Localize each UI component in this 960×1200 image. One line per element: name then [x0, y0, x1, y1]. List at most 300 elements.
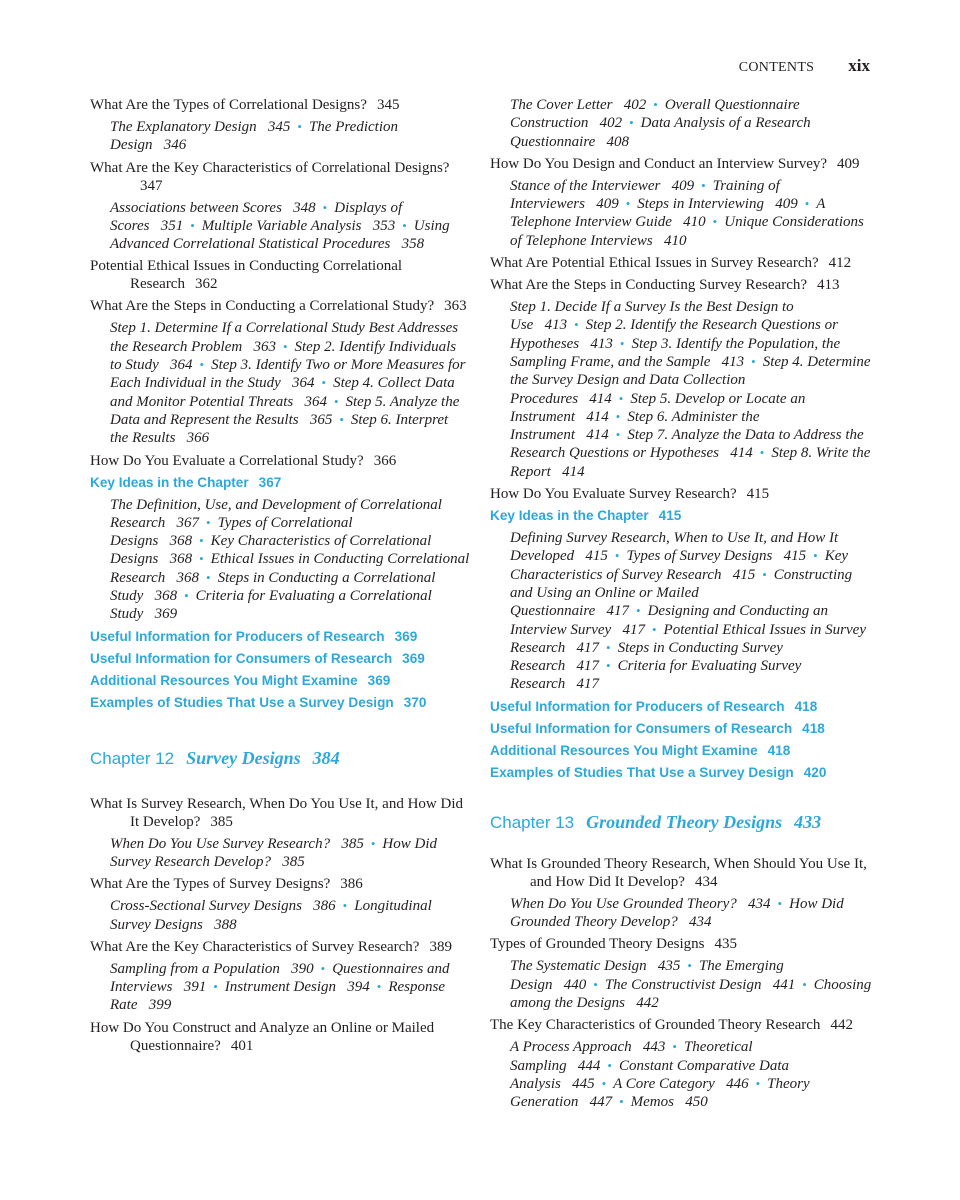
entry-page: 363 [444, 298, 467, 315]
right-entries [490, 96, 875, 782]
subtopic-page: 363 [253, 338, 276, 355]
subtopic-text: The Definition, Use, and Development of Correlational Research [110, 496, 442, 531]
toc-entry[interactable] [90, 795, 470, 831]
section-link[interactable] [490, 742, 875, 760]
bullet-separator: • [619, 335, 625, 351]
subtopic-page: 358 [401, 236, 425, 253]
section-link[interactable] [90, 650, 470, 668]
subtopic-page: 414 [730, 445, 753, 462]
subtopic-text: The Prediction Design [110, 119, 398, 154]
entry-text: What Is Grounded Theory Research, When Should You Use It, and How Did It Develop? [490, 855, 867, 890]
entry-page: 413 [817, 277, 840, 294]
entry-page: 347 [140, 177, 163, 194]
subtopic-text: When Do You Use Grounded Theory? [510, 895, 737, 912]
subtopic-text: Displays of Scores [110, 199, 403, 234]
entry-text: How Do You Evaluate Survey Research? [490, 486, 737, 503]
subtopic-text: Theory Generation [510, 1075, 810, 1111]
subtopic-page: 402 [599, 115, 623, 132]
subtopic-page: 441 [772, 976, 796, 993]
subtopic-page: 399 [148, 997, 172, 1014]
entry-text: What Are the Steps in Conducting Survey Research? [490, 277, 808, 294]
subtopic-item[interactable] [225, 979, 370, 995]
chapter-heading[interactable] [490, 812, 875, 833]
subtopic-text: A Core Category [613, 1075, 715, 1092]
subtopic-page: 447 [589, 1094, 613, 1111]
subtopic-page: 444 [577, 1057, 601, 1074]
subtopic-page: 409 [596, 196, 619, 213]
bullet-separator: • [618, 390, 624, 406]
toc-entry[interactable] [490, 1016, 875, 1034]
subtopic-text: Theoretical Sampling [510, 1039, 753, 1074]
subtopic-text: Overall Questionnaire Construction [510, 97, 800, 132]
subtopic-text: Data Analysis of a Research Questionnaire [510, 115, 811, 150]
subtopic-text: Step 8. Write the Report [510, 445, 871, 480]
subtopic-page: 386 [313, 898, 336, 915]
subtopic-text: Choosing among the Designs [510, 976, 872, 1011]
chapter-title: Grounded Theory Designs [586, 811, 783, 832]
subtopic-text: Instrument Design [224, 979, 337, 996]
subtopic-page: 391 [183, 979, 207, 996]
subtopic-list [110, 199, 470, 254]
subtopic-text: Key Characteristics of Correlational Designs [110, 533, 432, 568]
subtopic-page: 368 [169, 533, 193, 550]
entry-text: What Are the Key Characteristics of Correlational Designs? [90, 159, 450, 176]
subtopic-text: The Cover Letter [510, 97, 613, 113]
section-page: 369 [367, 672, 391, 688]
subtopic-page: 366 [186, 430, 210, 447]
entry-page: 362 [194, 276, 218, 293]
section-text: Useful Information for Consumers of Research [90, 650, 393, 666]
subtopic-text: Designing and Conducting an Interview Survey [510, 603, 829, 638]
subtopic-page: 348 [293, 199, 316, 216]
subtopic-list [510, 529, 875, 694]
entry-text: What Are the Types of Correlational Designs? [90, 97, 367, 113]
section-link[interactable] [490, 764, 875, 782]
subtopic-page: 410 [664, 232, 687, 249]
section-page: 367 [258, 474, 282, 490]
subtopic-text: Using Advanced Correlational Statistical Procedures [110, 217, 450, 253]
subtopic-text: Longitudinal Survey Designs [110, 898, 432, 933]
entry-page: 412 [828, 255, 852, 272]
section-page: 369 [394, 628, 418, 644]
subtopic-page: 415 [783, 548, 807, 565]
section-text: Useful Information for Producers of Research [490, 698, 785, 714]
subtopic-page: 414 [586, 427, 609, 444]
bullet-separator: • [636, 603, 641, 619]
bullet-separator: • [574, 317, 579, 333]
entry-text: Types of Grounded Theory Designs [490, 936, 705, 953]
bullet-separator: • [777, 895, 783, 911]
entry-text: Potential Ethical Issues in Conducting Correlational Research [90, 258, 403, 293]
subtopic-text: The Emerging Design [510, 958, 784, 993]
toc-entry[interactable] [90, 1019, 470, 1055]
bullet-separator: • [297, 119, 302, 134]
bullet-separator: • [629, 115, 634, 131]
entry-page: 401 [230, 1037, 254, 1054]
bullet-separator: • [804, 196, 810, 212]
subtopic-item[interactable] [613, 1076, 748, 1092]
subtopic-text: A Telephone Interview Guide [510, 196, 826, 231]
subtopic-text: The Constructivist Design [604, 976, 762, 993]
section-text: Key Ideas in the Chapter [90, 474, 249, 490]
subtopic-list [110, 118, 470, 155]
subtopic-page: 417 [606, 603, 630, 620]
subtopic-page: 368 [176, 569, 200, 586]
toc-entry[interactable] [90, 257, 470, 293]
section-link[interactable] [90, 628, 470, 646]
entry-text: What Are the Key Characteristics of Survey Research? [90, 938, 420, 955]
toc-entry[interactable] [490, 935, 875, 953]
subtopic-page: 367 [176, 514, 200, 531]
subtopic-page: 414 [586, 408, 609, 425]
subtopic-list [510, 177, 875, 250]
page-number: xix [848, 56, 870, 75]
subtopic-page: 385 [282, 853, 305, 870]
entry-page: 409 [837, 155, 860, 172]
bullet-separator: • [615, 427, 621, 443]
subtopic-page: 364 [170, 357, 193, 374]
entry-text: How Do You Construct and Analyze an Online or Mailed Questionnaire? [90, 1019, 435, 1054]
entry-text: The Key Characteristics of Grounded Theory Research [490, 1017, 821, 1034]
entry-page: 345 [376, 97, 400, 113]
toc-entry[interactable] [90, 96, 470, 114]
subtopic-list [510, 1038, 875, 1111]
entry-page: 386 [340, 876, 363, 893]
toc-entry[interactable] [90, 297, 470, 315]
chapter-13-heading-wrap [490, 812, 875, 833]
section-page: 418 [767, 742, 791, 758]
subtopic-page: 445 [572, 1075, 595, 1092]
section-text: Useful Information for Consumers of Research [490, 720, 793, 736]
subtopic-text: Response Rate [110, 979, 446, 1014]
entry-text: What Are the Types of Survey Designs? [90, 876, 331, 893]
subtopic-page: 368 [169, 551, 193, 568]
left-column [90, 96, 470, 1059]
bullet-separator: • [755, 1075, 761, 1091]
subtopic-page: 435 [657, 958, 681, 975]
chapter-label: Chapter 12 [90, 748, 175, 768]
bullet-separator: • [199, 551, 204, 567]
subtopic-page: 417 [576, 658, 600, 675]
subtopic-page: 345 [267, 119, 291, 135]
subtopic-list [110, 960, 470, 1015]
bullet-separator: • [320, 960, 326, 976]
subtopic-text: Key Characteristics of Survey Research [510, 548, 849, 583]
bullet-separator: • [213, 979, 218, 995]
bullet-separator: • [184, 588, 189, 604]
toc-entry[interactable] [90, 159, 470, 195]
subtopic-text: How Did Grounded Theory Develop? [510, 895, 844, 931]
subtopic-item[interactable] [510, 178, 694, 194]
toc-entry[interactable] [490, 485, 875, 503]
subtopic-text: Types of Survey Designs [626, 548, 773, 565]
bullet-separator: • [206, 514, 211, 530]
chapter-13-entries [490, 855, 875, 1112]
subtopic-item[interactable] [631, 1094, 708, 1110]
subtopic-list [110, 835, 470, 872]
entry-text: How Do You Design and Conduct an Interview Survey? [490, 155, 828, 172]
toc-entry[interactable] [90, 938, 470, 956]
chapter-label: Chapter 13 [490, 812, 575, 832]
subtopic-page: 365 [309, 411, 333, 428]
entry-text: What Is Survey Research, When Do You Use It, and How Did It Develop? [90, 795, 463, 830]
running-head-label: CONTENTS [738, 60, 815, 75]
bullet-separator: • [601, 1075, 607, 1091]
subtopic-item[interactable] [110, 836, 364, 852]
entry-page: 366 [373, 452, 397, 469]
subtopic-page: 368 [154, 588, 178, 605]
subtopic-item[interactable] [510, 1039, 665, 1055]
subtopic-page: 417 [576, 639, 600, 656]
entry-page: 389 [429, 938, 452, 955]
section-page: 369 [402, 650, 425, 666]
toc-entry[interactable] [490, 855, 875, 891]
chapter-page: 433 [794, 811, 822, 832]
subtopic-text: Types of Correlational Designs [110, 514, 353, 550]
bullet-separator: • [402, 217, 407, 233]
entry-page: 385 [210, 813, 233, 830]
subtopic-page: 413 [544, 317, 568, 334]
subtopic-item[interactable] [110, 898, 336, 914]
subtopic-text: Criteria for Evaluating Survey Research [510, 658, 802, 693]
subtopic-page: 408 [606, 133, 630, 150]
right-column [490, 96, 875, 1115]
toc-entry[interactable] [490, 254, 875, 272]
subtopic-page: 434 [748, 895, 771, 912]
subtopic-text: How Did Survey Research Develop? [110, 835, 437, 870]
subtopic-page: 442 [636, 994, 659, 1011]
bullet-separator: • [606, 639, 611, 655]
bullet-separator: • [206, 569, 211, 585]
chapter-heading[interactable] [90, 748, 470, 769]
subtopic-item[interactable] [202, 218, 395, 234]
bullet-separator: • [813, 548, 818, 564]
subtopic-page: 413 [590, 335, 613, 352]
entry-page: 442 [830, 1017, 853, 1034]
bullet-separator: • [701, 177, 706, 193]
subtopic-item[interactable] [110, 200, 316, 216]
bullet-separator: • [282, 338, 288, 354]
bullet-separator: • [653, 97, 658, 112]
bullet-separator: • [802, 976, 807, 992]
subtopic-text: Step 6. Administer the Instrument [510, 408, 760, 444]
subtopic-page: 364 [304, 393, 327, 410]
subtopic-text: Step 2. Identify the Research Questions or Hypotheses [510, 317, 838, 352]
subtopic-page: 414 [562, 463, 585, 480]
subtopic-page: 346 [163, 137, 187, 154]
subtopic-page: 446 [726, 1075, 749, 1092]
bullet-separator: • [342, 898, 348, 914]
subtopic-item[interactable] [110, 961, 314, 977]
subtopic-text: Associations between Scores [110, 199, 282, 216]
subtopic-text: Step 5. Develop or Locate an Instrument [510, 390, 806, 425]
subtopic-page: 388 [214, 916, 237, 933]
subtopic-list [110, 496, 470, 624]
chapter-title: Survey Designs [186, 747, 301, 768]
chapter-12-heading-wrap [90, 748, 470, 769]
subtopic-text: Criteria for Evaluating a Correlational Study [110, 588, 432, 623]
bullet-separator: • [199, 533, 204, 549]
running-head [739, 56, 870, 76]
subtopic-text: Potential Ethical Issues in Survey Research [510, 621, 866, 656]
section-link[interactable] [90, 672, 470, 690]
subtopic-page: 353 [372, 217, 396, 234]
left-entries [90, 96, 470, 712]
subtopic-page: 440 [563, 976, 587, 993]
entry-page: 434 [694, 873, 718, 890]
subtopic-text: Memos [630, 1094, 674, 1111]
subtopic-text: The Explanatory Design [110, 119, 257, 135]
subtopic-page: 417 [576, 676, 600, 693]
subtopic-page: 409 [671, 177, 695, 194]
section-text: Useful Information for Producers of Research [90, 628, 385, 644]
subtopic-text: Questionnaires and Interviews [110, 960, 450, 996]
bullet-separator: • [712, 214, 718, 230]
section-link[interactable] [490, 507, 875, 525]
subtopic-text: Cross-Sectional Survey Designs [110, 898, 302, 915]
section-page: 418 [794, 698, 818, 714]
subtopic-list [510, 957, 875, 1012]
subtopic-text: Sampling from a Population [110, 960, 280, 977]
bullet-separator: • [607, 1057, 612, 1073]
subtopic-text: Steps in Conducting Survey Research [510, 639, 783, 675]
bullet-separator: • [190, 217, 195, 233]
subtopic-text: Unique Considerations of Telephone Interviews [510, 214, 864, 249]
toc-entry[interactable] [490, 276, 875, 294]
subtopic-page: 443 [642, 1039, 666, 1056]
subtopic-text: Constructing and Using an Online or Mailed Questionnaire [510, 566, 853, 620]
bullet-separator: • [370, 835, 376, 851]
section-page: 418 [802, 720, 825, 736]
subtopic-list [510, 298, 875, 481]
bullet-separator: • [625, 196, 631, 212]
subtopic-text: Step 5. Analyze the Data and Represent the Results [110, 393, 460, 428]
section-page: 415 [658, 508, 682, 524]
subtopic-text: Step 7. Analyze the Data to Address the Research Questions or Hypotheses [510, 427, 864, 462]
subtopic-page: 394 [347, 979, 370, 996]
section-page: 370 [403, 694, 427, 710]
subtopic-list [110, 897, 470, 934]
subtopic-item[interactable] [605, 977, 795, 993]
subtopic-page: 390 [291, 960, 314, 977]
bullet-separator: • [199, 357, 205, 373]
toc-entry[interactable] [90, 875, 470, 893]
subtopic-text: Step 4. Determine the Survey Design and Data Collection Procedures [510, 353, 871, 407]
subtopic-page: 369 [154, 606, 178, 623]
subtopic-page: 410 [683, 214, 706, 231]
subtopic-text: Step 2. Identify Individuals to Study [110, 338, 457, 374]
bullet-separator: • [614, 548, 620, 564]
subtopic-text: Constant Comparative Data Analysis [510, 1057, 789, 1092]
bullet-separator: • [759, 445, 765, 461]
subtopic-page: 415 [732, 566, 756, 583]
subtopic-item[interactable] [110, 119, 290, 135]
section-page: 420 [803, 764, 827, 780]
subtopic-text: Ethical Issues in Conducting Correlational Research [110, 551, 470, 586]
bullet-separator: • [615, 408, 621, 424]
subtopic-text: Step 1. Decide If a Survey Is the Best Design to Use [510, 299, 794, 334]
chapter-page: 384 [312, 747, 340, 768]
toc-entry[interactable] [90, 452, 470, 470]
chapter-12-entries [90, 795, 470, 1055]
subtopic-item[interactable] [626, 548, 806, 564]
bullet-separator: • [593, 976, 598, 992]
subtopic-item[interactable] [637, 196, 797, 212]
subtopic-text: Defining Survey Research, When to Use It, and How It Developed [510, 530, 839, 565]
bullet-separator: • [751, 353, 756, 369]
subtopic-text: Multiple Variable Analysis [201, 217, 362, 234]
subtopic-list [110, 319, 470, 447]
subtopic-text: Step 1. Determine If a Correlational Study Best Addresses the Research Problem [110, 320, 459, 355]
subtopic-item[interactable] [510, 958, 680, 974]
bullet-separator: • [606, 658, 611, 674]
subtopic-text: Step 6. Interpret the Results [110, 411, 449, 447]
subtopic-text: Steps in Conducting a Correlational Study [110, 569, 436, 605]
bullet-separator: • [322, 199, 328, 215]
bullet-separator: • [672, 1039, 677, 1055]
subtopic-text: Stance of the Interviewer [510, 177, 661, 194]
bullet-separator: • [339, 411, 344, 427]
entry-page: 435 [714, 936, 737, 953]
bullet-separator: • [762, 566, 767, 582]
section-link[interactable] [490, 720, 875, 738]
subtopic-text: Training of Interviewers [510, 177, 780, 213]
section-link[interactable] [90, 474, 470, 492]
bullet-separator: • [333, 393, 339, 409]
section-link[interactable] [90, 694, 470, 712]
subtopic-page: 417 [622, 621, 645, 638]
subtopic-text: When Do You Use Survey Research? [110, 835, 331, 852]
subtopic-item[interactable] [510, 896, 771, 912]
subtopic-page: 409 [775, 196, 798, 213]
section-text: Examples of Studies That Use a Survey Design [490, 764, 794, 780]
bullet-separator: • [619, 1094, 624, 1110]
subtopic-list [510, 96, 875, 151]
subtopic-item[interactable] [510, 97, 646, 113]
subtopic-text: The Systematic Design [510, 958, 647, 975]
section-text: Additional Resources You Might Examine [90, 672, 358, 688]
subtopic-page: 413 [721, 353, 745, 370]
bullet-separator: • [376, 979, 382, 995]
subtopic-page: 385 [341, 835, 364, 852]
section-text: Additional Resources You Might Examine [490, 742, 758, 758]
section-link[interactable] [490, 698, 875, 716]
bullet-separator: • [687, 958, 692, 974]
subtopic-page: 450 [685, 1094, 708, 1111]
section-text: Key Ideas in the Chapter [490, 508, 649, 524]
subtopic-page: 415 [585, 548, 608, 565]
toc-entry[interactable] [490, 155, 875, 173]
subtopic-page: 364 [292, 375, 315, 392]
subtopic-page: 351 [160, 217, 184, 234]
subtopic-page: 434 [689, 914, 712, 931]
entry-text: How Do You Evaluate a Correlational Study? [90, 452, 364, 469]
subtopic-text: A Process Approach [510, 1039, 632, 1056]
entry-text: What Are the Steps in Conducting a Correlational Study? [90, 298, 435, 315]
bullet-separator: • [651, 621, 657, 637]
section-text: Examples of Studies That Use a Survey Design [90, 694, 394, 710]
bullet-separator: • [321, 375, 327, 391]
subtopic-list [510, 895, 875, 932]
subtopic-text: Step 4. Collect Data and Monitor Potential Threats [110, 375, 455, 410]
entry-text: What Are Potential Ethical Issues in Survey Research? [490, 255, 819, 272]
subtopic-page: 414 [589, 390, 612, 407]
entry-page: 415 [746, 486, 770, 503]
subtopic-page: 402 [623, 97, 647, 113]
subtopic-text: Step 3. Identify Two or More Measures for Each Individual in the Study [110, 357, 466, 392]
subtopic-text: Step 3. Identify the Population, the Sampling Frame, and the Sample [510, 335, 841, 370]
subtopic-text: Steps in Interviewing [637, 196, 764, 213]
